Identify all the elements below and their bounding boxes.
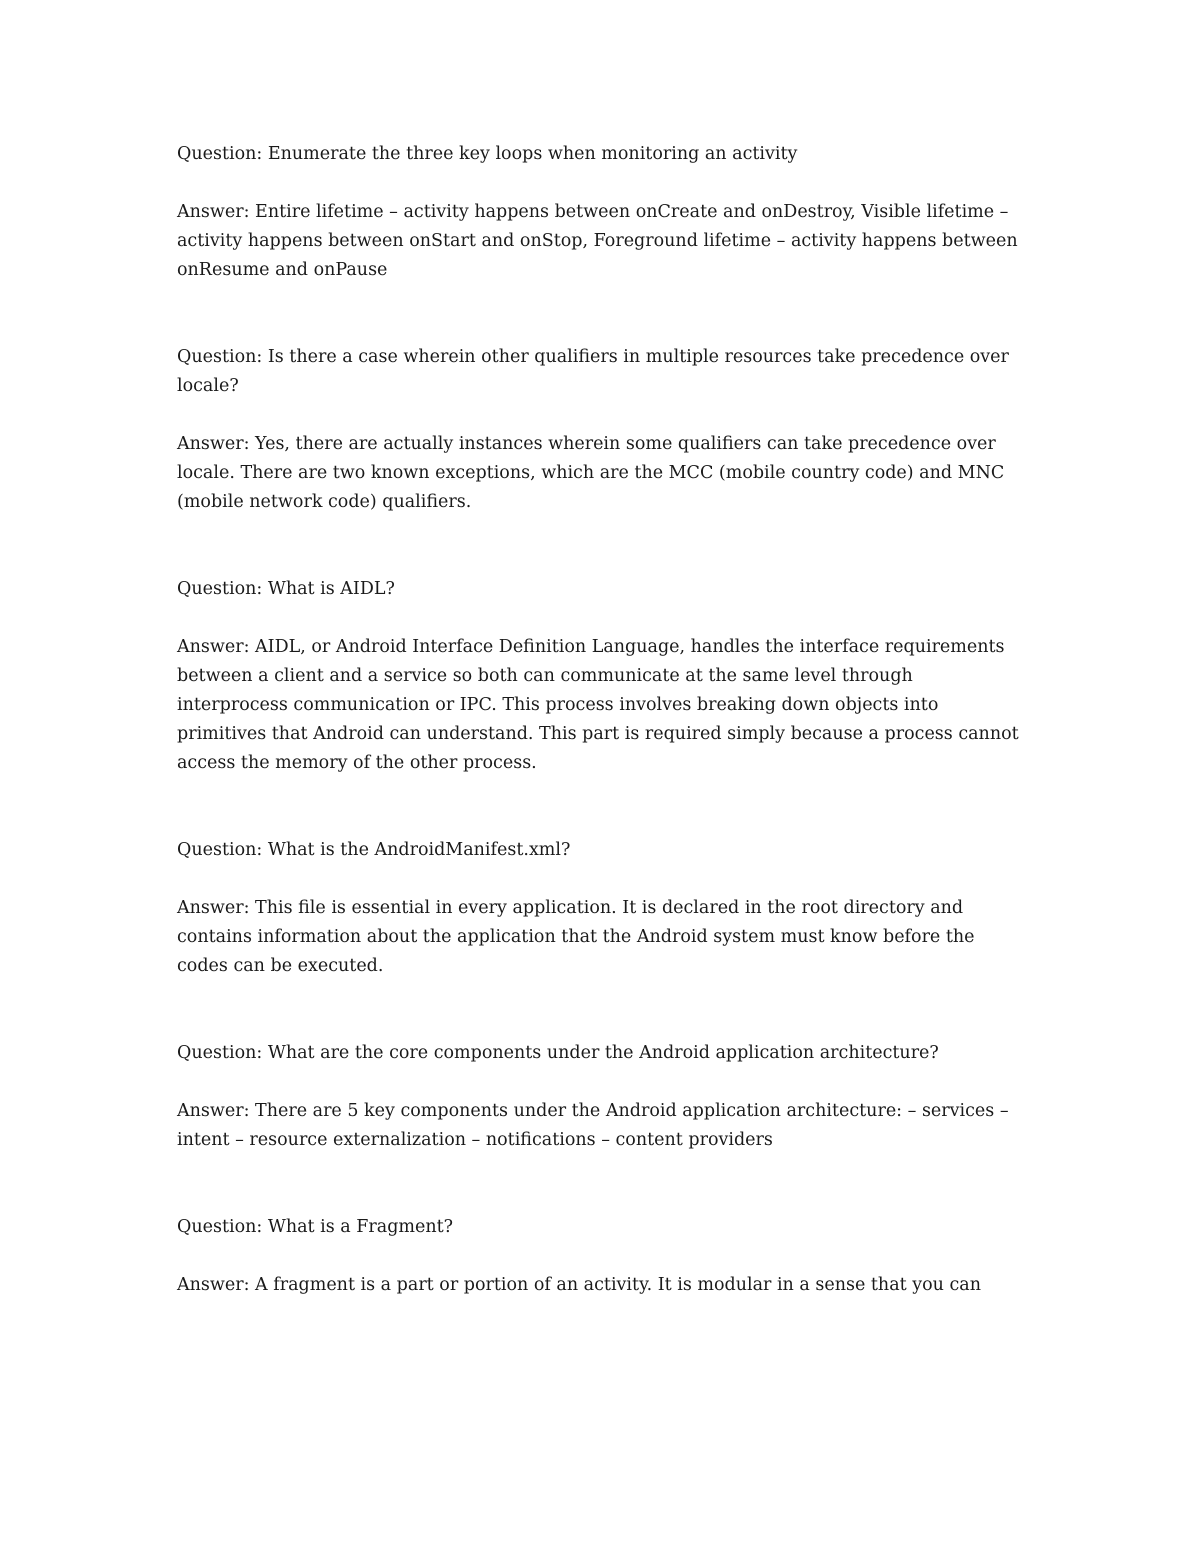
question-text: Question: Is there a case wherein other qualifiers in multiple resources take precedence over locale? xyxy=(177,347,1009,396)
answer-text: Answer: There are 5 key components under the Android application architecture: – services – intent – resource externalization – notifications – content providers xyxy=(177,1101,1009,1150)
answer-text: Answer: A fragment is a part or portion of an activity. It is modular in a sense that you can xyxy=(177,1275,981,1295)
question-text: Question: What is the AndroidManifest.xml? xyxy=(177,840,571,860)
question-text: Question: What is AIDL? xyxy=(177,579,395,599)
paragraph-spacer xyxy=(177,1155,1027,1213)
question-text: Question: Enumerate the three key loops when monitoring an activity xyxy=(177,144,798,164)
qa-item xyxy=(177,140,1027,285)
question-text: Question: What are the core components under the Android application architecture? xyxy=(177,1043,939,1063)
qa-item xyxy=(177,1039,1027,1155)
answer-text: Answer: Yes, there are actually instances wherein some qualifiers can take precedence over locale. There are two known exceptions, which are the MCC (mobile country code) and MNC (mobile network code) qualifiers. xyxy=(177,434,1005,512)
answer-text: Answer: AIDL, or Android Interface Definition Language, handles the interface requirements between a client and a service so both can communicate at the same level through interprocess communication or IPC. This process involves breaking down objects into primitives that Android can understand. This part is required simply because a process cannot access the memory of the other process. xyxy=(177,637,1019,773)
document-body xyxy=(177,140,1027,1300)
qa-item xyxy=(177,1213,1027,1300)
qa-item xyxy=(177,343,1027,517)
qa-item xyxy=(177,836,1027,981)
answer-text: Answer: This file is essential in every application. It is declared in the root directory and contains information about the application that the Android system must know before the codes can be executed. xyxy=(177,898,975,976)
qa-item xyxy=(177,575,1027,778)
question-text: Question: What is a Fragment? xyxy=(177,1217,454,1237)
paragraph-spacer xyxy=(177,285,1027,343)
paragraph-spacer xyxy=(177,778,1027,836)
paragraph-spacer xyxy=(177,981,1027,1039)
paragraph-spacer xyxy=(177,517,1027,575)
answer-text: Answer: Entire lifetime – activity happens between onCreate and onDestroy, Visible lifetime – activity happens between onStart and onStop, Foreground lifetime – activity happens between onResume and onPause xyxy=(177,202,1018,280)
